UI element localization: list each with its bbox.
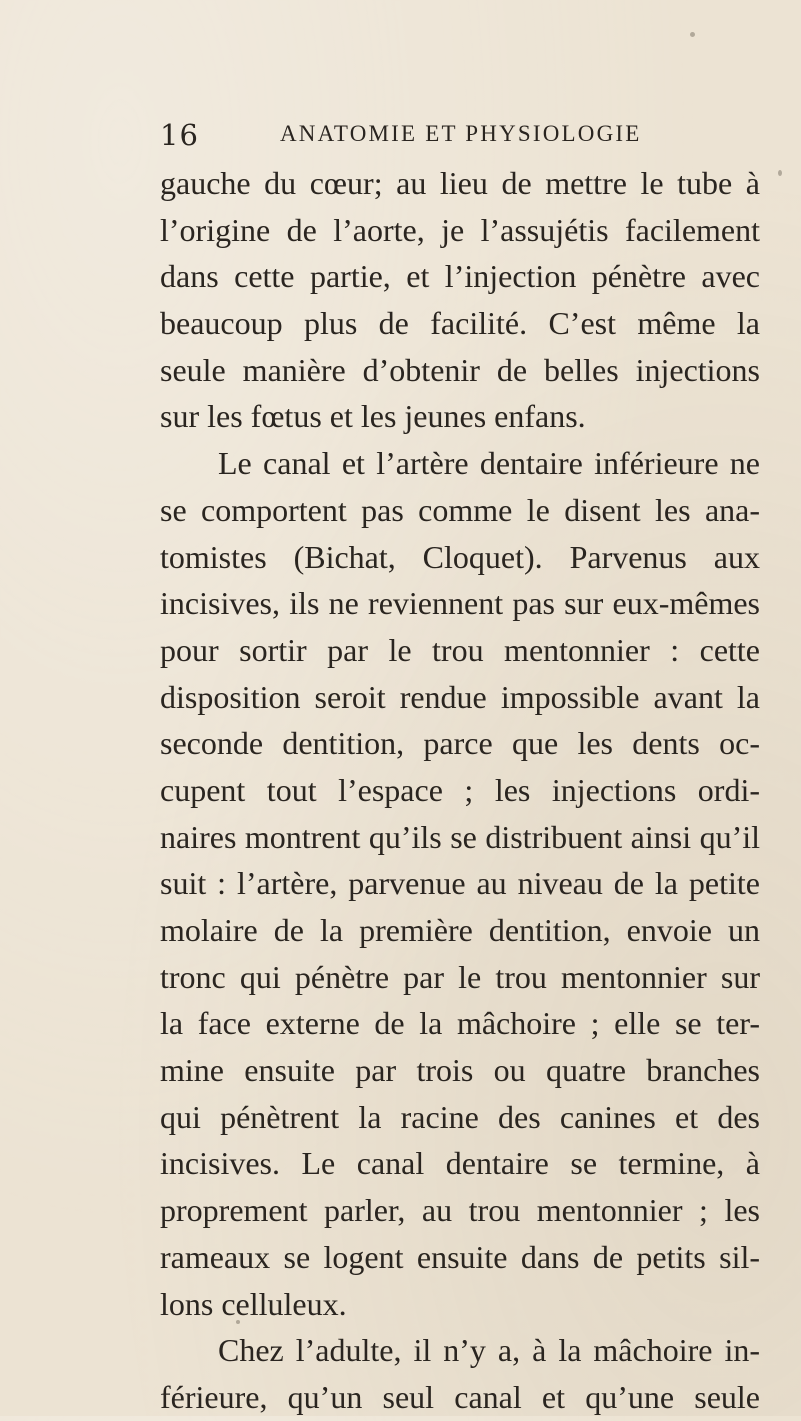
text-line: sur les fœtus et les jeunes enfans. [160, 398, 586, 435]
text-line: cupent tout l’espace ; les injections ordi- [160, 771, 760, 808]
page-header [160, 118, 760, 158]
paper-speck [236, 1320, 240, 1324]
paragraph-start-line: Chez l’adulte, il n’y a, à la mâchoire in- [218, 1332, 760, 1369]
page-number: 16 [160, 118, 199, 152]
text-line: incisives, ils ne reviennent pas sur eux-mêmes [160, 585, 760, 622]
text-line: beaucoup plus de facilité. C’est même la [160, 305, 760, 342]
text-line: lons celluleux. [160, 1285, 347, 1322]
text-line: seconde dentition, parce que les dents oc- [160, 725, 760, 762]
text-line: pour sortir par le trou mentonnier : cette [160, 631, 760, 668]
body-text [160, 160, 760, 1421]
text-line: qui pénètrent la racine des canines et des [160, 1098, 760, 1135]
text-line: tomistes (Bichat, Cloquet). Parvenus aux [160, 538, 760, 575]
text-line: naires montrent qu’ils se distribuent ainsi qu’il [160, 818, 760, 855]
text-line: gauche du cœur; au lieu de mettre le tube à [160, 165, 760, 201]
paper-speck [778, 170, 782, 176]
text-line: l’origine de l’aorte, je l’assujétis facilement [160, 211, 760, 248]
text-line: molaire de la première dentition, envoie un [160, 912, 760, 948]
text-line: dans cette partie, et l’injection pénètre avec [160, 258, 760, 295]
text-line: disposition seroit rendue impossible avant la [160, 678, 760, 715]
text-line: se comportent pas comme le disent les ana- [160, 491, 760, 528]
text-line: férieure, qu’un seul canal et qu’une seule [160, 1378, 760, 1415]
text-line: la face externe de la mâchoire ; elle se ter- [160, 1005, 760, 1042]
text-line: incisives. Le canal dentaire se termine, à [160, 1145, 760, 1182]
running-head: ANATOMIE ET PHYSIOLOGIE [280, 121, 642, 146]
text-line: proprement parler, au trou mentonnier ; les [160, 1192, 760, 1229]
paper-speck [690, 32, 695, 37]
text-line: seule manière d’obtenir de belles injections [160, 351, 760, 388]
paragraph-start-line: Le canal et l’artère dentaire inférieure ne [218, 445, 760, 482]
text-line: mine ensuite par trois ou quatre branches [160, 1052, 760, 1089]
text-line: suit : l’artère, parvenue au niveau de la petite [160, 865, 760, 902]
text-line: rameaux se logent ensuite dans de petits sil- [160, 1238, 760, 1275]
text-line: tronc qui pénètre par le trou mentonnier sur [160, 958, 760, 995]
